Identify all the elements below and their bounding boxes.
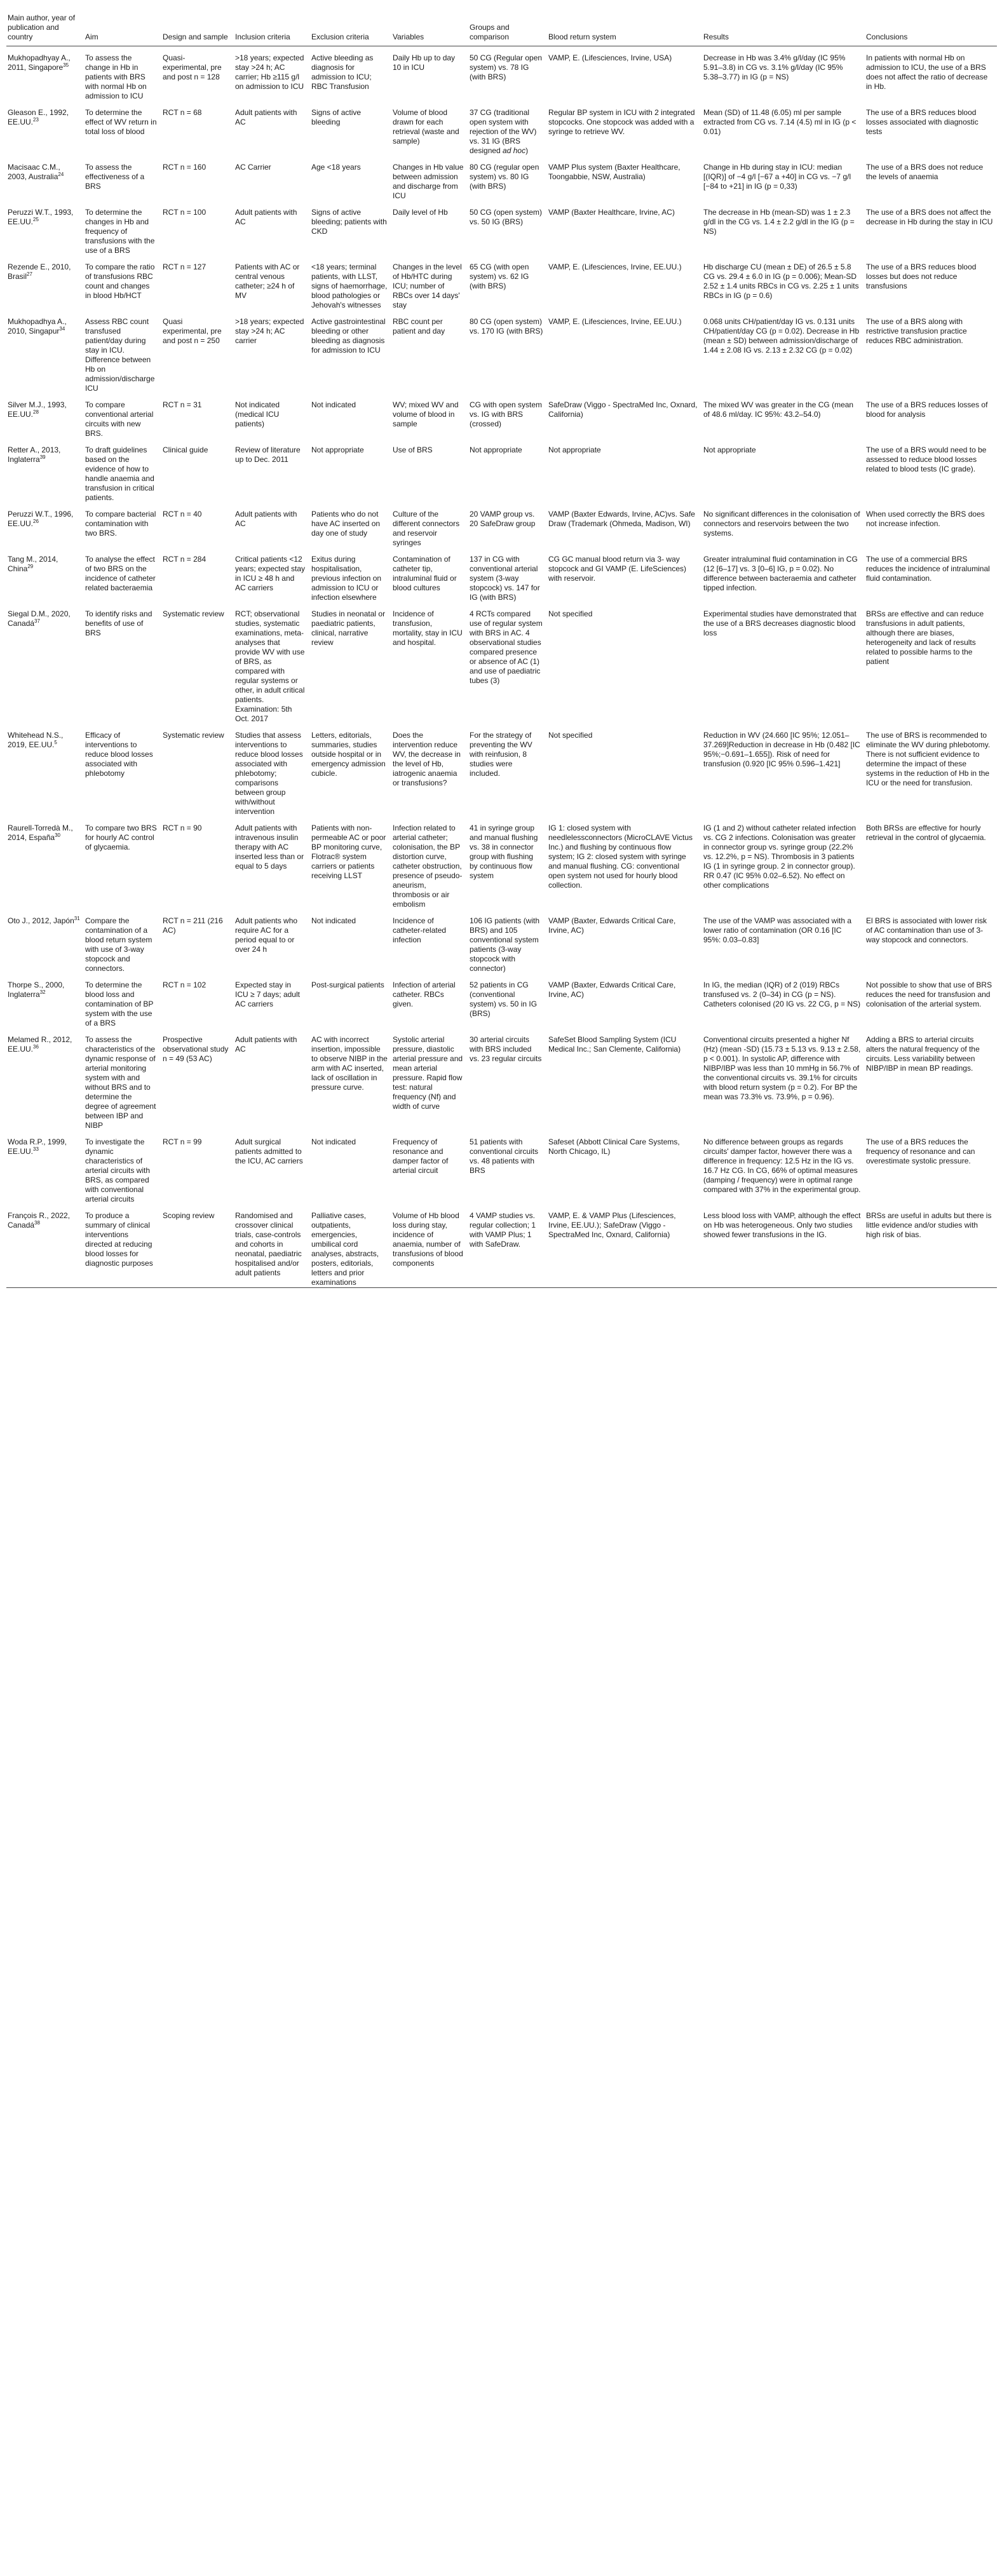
cell-inclusion: Adult patients with intravenous insulin therapy with AC inserted less than or equal to 5 days bbox=[235, 824, 304, 871]
table-row bbox=[6, 46, 997, 102]
cell-conclusions: The use of a commercial BRS reduces the incidence of intraluminal fluid contamination. bbox=[866, 555, 990, 583]
cell-author bbox=[6, 101, 84, 156]
cell-variables: Volume of blood drawn for each retrieval (waste and sample) bbox=[393, 108, 459, 146]
cell-conclusions: The use of a BRS reduces the frequency of resonance and can overestimate systolic pressure. bbox=[866, 1137, 975, 1165]
cell-exclusion: Active bleeding as diagnosis for admission to ICU; RBC Transfusion bbox=[311, 53, 374, 91]
cell-design: Systematic review bbox=[163, 609, 224, 618]
cell-exclusion: Exitus during hospitalisation, previous infection on admission to ICU or infection elsewhere bbox=[311, 555, 382, 602]
cell-system: VAMP, E. (Lifesciences, Irvine, USA) bbox=[548, 53, 672, 62]
cell-groups: 52 patients in CG (conventional system) vs. 50 in IG (BRS) bbox=[470, 980, 538, 1018]
cell-system: SafeDraw (Viggo - SpectraMed Inc, Oxnard, California) bbox=[548, 400, 698, 419]
cell-conclusions: BRSs are effective and can reduce transfusions in adult patients, although there are biases, heterogeneity and lack of results related to possible harms to the patient bbox=[866, 609, 984, 666]
table-row bbox=[6, 156, 997, 201]
cell-exclusion: Not indicated bbox=[311, 1137, 356, 1146]
cell-design: RCT n = 284 bbox=[163, 555, 206, 564]
cell-aim: Assess RBC count transfused patient/day during stay in ICU. Difference between Hb on admission/discharge ICU bbox=[85, 317, 155, 393]
header-aim: Aim bbox=[84, 4, 161, 46]
cell-results: Less blood loss with VAMP, although the effect on Hb was heterogeneous. Only two studies showed fewer transfusions in the IG. bbox=[703, 1211, 861, 1239]
reference-number: 33 bbox=[33, 1146, 39, 1152]
cell-groups: 137 in CG with conventional arterial system (3-way stopcock) vs. 147 for IG (with BRS) bbox=[470, 555, 540, 602]
cell-results: 0.068 units CH/patient/day IG vs. 0.131 units CH/patient/day CG (p = 0.02). Decrease in Hb (mean ± SD) between admission/discharge of 1.44 ± 2.08 IG vs. 2.13 ± 2.32 CG (p = 0.02) bbox=[703, 317, 860, 355]
cell-variables: Use of BRS bbox=[393, 445, 433, 454]
table-row bbox=[6, 255, 997, 310]
cell-groups: 80 CG (open system) vs. 170 IG (with BRS) bbox=[470, 317, 543, 336]
cell-conclusions: When used correctly the BRS does not increase infection. bbox=[866, 510, 985, 528]
cell-inclusion: Not indicated (medical ICU patients) bbox=[235, 400, 280, 428]
cell-results: Greater intraluminal fluid contamination in CG (12 [6–17] vs. 3 [0–6] IG, p = 0.02). No difference between bacteraemia and catheter tipped infection. bbox=[703, 555, 858, 592]
cell-aim: To identify risks and benefits of use of BRS bbox=[85, 609, 152, 637]
cell-inclusion: >18 years; expected stay >24 h; AC carrier; Hb ≥115 g/l on admission to ICU bbox=[235, 53, 304, 91]
cell-results: Experimental studies have demonstrated that the use of a BRS decreases diagnostic blood loss bbox=[703, 609, 856, 637]
cell-groups: CG with open system vs. IG with BRS (crossed) bbox=[470, 400, 543, 428]
cell-variables: Daily level of Hb bbox=[393, 208, 448, 217]
cell-exclusion: Palliative cases, outpatients, emergencies, umbilical cord analyses, abstracts, posters, editorials, letters and prior examinations bbox=[311, 1211, 379, 1287]
cell-author bbox=[6, 255, 84, 310]
header-design: Design and sample bbox=[161, 4, 234, 46]
table-row bbox=[6, 1204, 997, 1287]
italic-term: ad hoc bbox=[503, 146, 526, 155]
cell-variables: Culture of the different connectors and reservoir syringes bbox=[393, 510, 460, 547]
header-groups: Groups and comparison bbox=[468, 4, 547, 46]
cell-groups: 37 CG (traditional open system with rejection of the WV) vs. 31 IG (BRS designed ad hoc) bbox=[470, 108, 537, 155]
table-row bbox=[6, 909, 997, 973]
table-row bbox=[6, 438, 997, 503]
author-text: Rezende E., 2010, Brasil bbox=[8, 262, 71, 281]
cell-results: Decrease in Hb was 3.4% g/l/day (IC 95% 5.91–3.8) in CG vs. 3.1% g/l/day (IC 95% 5.38–3.77) in IG (p = NS) bbox=[703, 53, 846, 81]
cell-author bbox=[6, 201, 84, 255]
cell-design: RCT n = 90 bbox=[163, 824, 202, 832]
author-text: Oto J., 2012, Japón bbox=[8, 916, 74, 925]
cell-design: Scoping review bbox=[163, 1211, 215, 1220]
cell-aim: Efficacy of interventions to reduce blood losses associated with phlebotomy bbox=[85, 731, 153, 778]
cell-system: Regular BP system in ICU with 2 integrated stopcocks. One stopcock was added with a syringe to retrieve WV. bbox=[548, 108, 695, 136]
cell-aim: To draft guidelines based on the evidence of how to handle anaemia and transfusion in critical patients. bbox=[85, 445, 154, 502]
cell-conclusions: The use of a BRS does not reduce the levels of anaemia bbox=[866, 163, 984, 181]
author-text: Mukhopadhya A., 2010, Singapur bbox=[8, 317, 67, 336]
cell-variables: Infection related to arterial catheter; colonisation, the BP distortion curve, catheter obstruction, presence of pseudo-aneurism, thrombosis or air embolism bbox=[393, 824, 463, 909]
cell-system: VAMP Plus system (Baxter Healthcare, Toongabbie, NSW, Australia) bbox=[548, 163, 680, 181]
cell-conclusions: The use of BRS is recommended to eliminate the WV during phlebotomy. There is not sufficient evidence to determine the impact of these systems in the reduction of Hb in the ICU or the need for transfusion. bbox=[866, 731, 991, 787]
header-conclusions: Conclusions bbox=[865, 4, 997, 46]
cell-author bbox=[6, 548, 84, 602]
cell-exclusion: Studies in neonatal or paediatric patients, clinical, narrative review bbox=[311, 609, 386, 647]
cell-results: No significant differences in the colonisation of connectors and reservoirs between the two systems. bbox=[703, 510, 860, 538]
cell-system: VAMP (Baxter, Edwards Critical Care, Irvine, AC) bbox=[548, 916, 676, 935]
cell-results: Change in Hb during stay in ICU: median [(IQR)] of −4 g/l [−67 a +40] in CG vs. −7 g/l [−84 to +21] in IG (p = 0,33) bbox=[703, 163, 851, 191]
cell-design: RCT n = 211 (216 AC) bbox=[163, 916, 223, 935]
table-row bbox=[6, 503, 997, 548]
cell-author bbox=[6, 438, 84, 503]
author-text: Raurell-Torredà M., 2014, España bbox=[8, 824, 73, 842]
cell-groups: 50 CG (open system) vs. 50 IG (BRS) bbox=[470, 208, 543, 226]
header-row bbox=[6, 4, 997, 46]
cell-system: VAMP, E. & VAMP Plus (Lifesciences, Irvine, EE.UU.); SafeDraw (Viggo - SpectraMed Inc, Oxnard, California) bbox=[548, 1211, 676, 1239]
cell-exclusion: Patients with non-permeable AC or poor BP monitoring curve, Flotrac® system carriers or patients receiving LLST bbox=[311, 824, 386, 880]
header-inclusion: Inclusion criteria bbox=[234, 4, 310, 46]
cell-author bbox=[6, 909, 84, 973]
cell-design: Quasi experimental, pre and post n = 250 bbox=[163, 317, 222, 345]
cell-design: RCT n = 68 bbox=[163, 108, 202, 117]
cell-groups: 106 IG patients (with BRS) and 105 conventional system patients (3-way stopcock with connector) bbox=[470, 916, 540, 973]
cell-inclusion: Critical patients <12 years; expected stay in ICU ≥ 48 h and AC carriers bbox=[235, 555, 306, 592]
cell-inclusion: >18 years; expected stay >24 h; AC carrier bbox=[235, 317, 304, 345]
cell-exclusion: AC with incorrect insertion, impossible to observe NIBP in the arm with AC inserted, lack of oscillation in pressure curve. bbox=[311, 1035, 388, 1092]
cell-author bbox=[6, 602, 84, 724]
reference-number: 32 bbox=[39, 989, 46, 995]
reference-number: 25 bbox=[33, 217, 39, 222]
reference-number: 38 bbox=[34, 1220, 40, 1226]
cell-inclusion: Review of literature up to Dec. 2011 bbox=[235, 445, 301, 464]
table-row bbox=[6, 973, 997, 1028]
cell-variables: Frequency of resonance and damper factor of arterial circuit bbox=[393, 1137, 449, 1175]
header-system: Blood return system bbox=[547, 4, 702, 46]
cell-exclusion: Active gastrointestinal bleeding or other bleeding as diagnosis for admission to ICU bbox=[311, 317, 386, 355]
cell-groups: 30 arterial circuits with BRS included vs. 23 regular circuits bbox=[470, 1035, 542, 1063]
cell-author bbox=[6, 973, 84, 1028]
reference-number: 36 bbox=[33, 1044, 39, 1050]
cell-groups: 50 CG (Regular open system) vs. 78 IG (with BRS) bbox=[470, 53, 543, 81]
reference-number: 34 bbox=[59, 326, 65, 332]
cell-system: Not specified bbox=[548, 609, 593, 618]
table-row bbox=[6, 724, 997, 817]
cell-author bbox=[6, 1130, 84, 1204]
cell-system: Not specified bbox=[548, 731, 593, 740]
cell-variables: Daily Hb up to day 10 in ICU bbox=[393, 53, 456, 72]
cell-aim: To determine the blood loss and contamination of BP system with the use of a BRS bbox=[85, 980, 154, 1027]
author-text: Whitehead N.S., 2019, EE.UU. bbox=[8, 731, 64, 749]
cell-aim: To investigate the dynamic characteristics of arterial circuits with BRS, as compared with conventional arterial circuits bbox=[85, 1137, 151, 1203]
cell-results: Not appropriate bbox=[703, 445, 756, 454]
cell-design: RCT n = 127 bbox=[163, 262, 206, 271]
cell-system: VAMP, E. (Lifesciences, Irvine, EE.UU.) bbox=[548, 262, 682, 271]
cell-exclusion: Not appropriate bbox=[311, 445, 364, 454]
cell-aim: To compare two BRS for hourly AC control of glycaemia. bbox=[85, 824, 157, 851]
author-text: Silver M.J., 1993, EE.UU. bbox=[8, 400, 67, 419]
author-text: Peruzzi W.T., 1993, EE.UU. bbox=[8, 208, 74, 226]
cell-design: Clinical guide bbox=[163, 445, 208, 454]
cell-groups: 65 CG (with open system) vs. 62 IG (with BRS) bbox=[470, 262, 529, 290]
cell-groups: 20 VAMP group vs. 20 SafeDraw group bbox=[470, 510, 536, 528]
author-text: Retter A., 2013, Inglaterra bbox=[8, 445, 61, 464]
cell-groups: 51 patients with conventional circuits vs. 48 patients with BRS bbox=[470, 1137, 539, 1175]
cell-aim: To determine the changes in Hb and frequency of transfusions with the use of a BRS bbox=[85, 208, 155, 255]
cell-inclusion: Adult patients with AC bbox=[235, 208, 297, 226]
cell-variables: Volume of Hb blood loss during stay, incidence of anaemia, number of transfusions of blood components bbox=[393, 1211, 463, 1268]
cell-author bbox=[6, 393, 84, 438]
cell-design: RCT n = 100 bbox=[163, 208, 206, 217]
cell-results: Reduction in WV (24.660 [IC 95%; 12.051–37.269]Reduction in decrease in Hb (0.482 [IC 95%;−0.691–1.655]). Risk of need for transfusion (0.920 [IC 95% 0.596–1.421] bbox=[703, 731, 860, 768]
cell-exclusion: <18 years; terminal patients, with LLST, signs of haemorrhage, blood pathologies or Jehovah's witnesses bbox=[311, 262, 388, 309]
cell-exclusion: Post-surgical patients bbox=[311, 980, 384, 989]
cell-results: The decrease in Hb (mean-SD) was 1 ± 2.3 g/dl in the CG vs. 1.4 ± 2.2 g/dl in the IG (p = NS) bbox=[703, 208, 855, 236]
cell-author bbox=[6, 1028, 84, 1130]
cell-conclusions: The use of a BRS along with restrictive transfusion practice reduces RBC administration. bbox=[866, 317, 967, 345]
author-text: Macisaac C.M., 2003, Australia bbox=[8, 163, 60, 181]
cell-conclusions: The use of a BRS would need to be assessed to reduce blood losses related to blood tests (IC grade). bbox=[866, 445, 987, 473]
cell-conclusions: Both BRSs are effective for hourly retrieval in the control of glycaemia. bbox=[866, 824, 986, 842]
cell-groups: For the strategy of preventing the WV with reinfusion, 8 studies were included. bbox=[470, 731, 532, 778]
cell-system: CG GC manual blood return via 3- way stopcock and GI VAMP (E. LifeSciences) with reservoir. bbox=[548, 555, 686, 583]
author-text: Woda R.P., 1999, EE.UU. bbox=[8, 1137, 67, 1156]
cell-author bbox=[6, 503, 84, 548]
header-author: Main author, year of publication and country bbox=[6, 4, 84, 46]
reference-number: 37 bbox=[34, 618, 40, 624]
cell-conclusions: El BRS is associated with lower risk of AC contamination than use of 3-way stopcock and connectors. bbox=[866, 916, 987, 944]
reference-number: 27 bbox=[27, 271, 32, 277]
cell-design: Systematic review bbox=[163, 731, 224, 740]
cell-variables: Changes in Hb value between admission and discharge from ICU bbox=[393, 163, 464, 200]
cell-exclusion: Letters, editorials, summaries, studies outside hospital or in emergency admission cubicle. bbox=[311, 731, 386, 778]
cell-conclusions: The use of a BRS reduces losses of blood for analysis bbox=[866, 400, 988, 419]
cell-groups: 41 in syringe group and manual flushing vs. 38 in connector group with flushing by continuous flow system bbox=[470, 824, 538, 880]
cell-design: RCT n = 31 bbox=[163, 400, 202, 409]
cell-author bbox=[6, 724, 84, 817]
table-row bbox=[6, 1028, 997, 1130]
reference-number: 26 bbox=[33, 519, 39, 524]
reference-number: 24 bbox=[58, 172, 64, 177]
header-variables: Variables bbox=[391, 4, 468, 46]
cell-design: RCT n = 40 bbox=[163, 510, 202, 519]
cell-author bbox=[6, 156, 84, 201]
cell-variables: RBC count per patient and day bbox=[393, 317, 445, 336]
studies-table bbox=[6, 4, 997, 1287]
author-text: Thorpe S., 2000, Inglaterra bbox=[8, 980, 65, 999]
cell-exclusion: Signs of active bleeding bbox=[311, 108, 362, 126]
cell-variables: Systolic arterial pressure, diastolic arterial pressure and mean arterial pressure. Rapid flow test: natural frequency (Nf) and width of curve bbox=[393, 1035, 463, 1111]
cell-author bbox=[6, 817, 84, 909]
cell-inclusion: Adult patients with AC bbox=[235, 108, 297, 126]
author-text: Siegal D.M., 2020, Canadá bbox=[8, 609, 71, 628]
cell-results: Hb discharge CU (mean ± DE) of 26.5 ± 5.8 CG vs. 29.4 ± 6.0 in IG (p = 0.006); Mean-SD 2.52 ± 1.4 units RBCs in CG vs. 2.25 ± 1 units RBCs in IG (p = 0.6) bbox=[703, 262, 859, 300]
cell-conclusions: The use of a BRS reduces blood losses associated with diagnostic tests bbox=[866, 108, 978, 136]
cell-author bbox=[6, 1204, 84, 1287]
cell-system: Safeset (Abbott Clinical Care Systems, North Chicago, IL) bbox=[548, 1137, 680, 1156]
reference-number: 5 bbox=[54, 740, 57, 745]
cell-design: RCT n = 160 bbox=[163, 163, 206, 172]
cell-aim: To compare conventional arterial circuits with new BRS. bbox=[85, 400, 154, 438]
author-text: Peruzzi W.T., 1996, EE.UU. bbox=[8, 510, 74, 528]
cell-aim: To assess the change in Hb in patients with BRS with normal Hb on admission to ICU bbox=[85, 53, 147, 100]
cell-groups: 4 VAMP studies vs. regular collection; 1 with VAMP Plus; 1 with SafeDraw. bbox=[470, 1211, 536, 1249]
cell-conclusions: Adding a BRS to arterial circuits alters the natural frequency of the circuits. Less variability between NIBP/IBP in mean BP readings. bbox=[866, 1035, 980, 1073]
author-text: Gleason E., 1992, EE.UU. bbox=[8, 108, 69, 126]
table-row bbox=[6, 101, 997, 156]
cell-exclusion: Not indicated bbox=[311, 916, 356, 925]
cell-inclusion: Adult patients with AC bbox=[235, 510, 297, 528]
cell-author bbox=[6, 310, 84, 393]
cell-variables: Contamination of catheter tip, intraluminal fluid or blood cultures bbox=[393, 555, 457, 592]
cell-aim: To produce a summary of clinical interventions directed at reducing blood losses for diagnostic purposes bbox=[85, 1211, 153, 1268]
cell-variables: Changes in the level of Hb/HTC during ICU; number of RBCs over 14 days' stay bbox=[393, 262, 462, 309]
cell-aim: To analyse the effect of two BRS on the incidence of catheter related bacteraemia bbox=[85, 555, 156, 592]
cell-system: IG 1: closed system with needlelessconnectors (MicroCLAVE Victus Inc.) and flushing by continuous flow system; IG 2: closed system with syringe and manual flushing. CG: conventional open system not used for hourly blood collection. bbox=[548, 824, 693, 890]
cell-aim: To compare the ratio of transfusions RBC count and changes in blood Hb/HCT bbox=[85, 262, 155, 300]
cell-exclusion: Signs of active bleeding; patients with CKD bbox=[311, 208, 387, 236]
cell-exclusion: Not indicated bbox=[311, 400, 356, 409]
cell-inclusion: Adult surgical patients admitted to the ICU, AC carriers bbox=[235, 1137, 303, 1165]
table-row bbox=[6, 548, 997, 602]
reference-number: 29 bbox=[27, 564, 34, 569]
reference-number: 39 bbox=[39, 454, 46, 460]
header-results: Results bbox=[702, 4, 865, 46]
cell-design: RCT n = 99 bbox=[163, 1137, 202, 1146]
cell-conclusions: The use of a BRS reduces blood losses but does not reduce transfusions bbox=[866, 262, 977, 290]
cell-results: The mixed WV was greater in the CG (mean of 48.6 ml/day. IC 95%: 43.2–54.0) bbox=[703, 400, 854, 419]
cell-inclusion: RCT; observational studies, systematic examinations, meta-analyses that provide WV with use of BRS, as compared with regular systems or other, in adult critical patients. Examination: 5th Oct. 2017 bbox=[235, 609, 305, 723]
cell-design: Quasi-experimental, pre and post n = 128 bbox=[163, 53, 222, 81]
table-row bbox=[6, 201, 997, 255]
cell-groups: 4 RCTs compared use of regular system with BRS in AC. 4 observational studies compared presence or absence of AC (1) and use of paediatric tubes (3) bbox=[470, 609, 543, 685]
cell-system: VAMP (Baxter Edwards, Irvine, AC)vs. Safe Draw (Trademark (Ohmeda, Madison, WI) bbox=[548, 510, 695, 528]
author-text: François R., 2022, Canadá bbox=[8, 1211, 71, 1230]
cell-inclusion: Studies that assess interventions to reduce blood losses associated with phlebotomy; comparisons between group with/without intervention bbox=[235, 731, 303, 816]
table-row bbox=[6, 602, 997, 724]
cell-variables: Incidence of catheter-related infection bbox=[393, 916, 447, 944]
table-row bbox=[6, 393, 997, 438]
reference-number: 35 bbox=[63, 62, 69, 68]
cell-results: No difference between groups as regards circuits' damper factor, however there was a difference in frequency: 12.5 Hz in the IG vs. 16.7 Hz CG. In CG, 66% of optimal measures (damping / frequency) were in optimal range compared with 37% in the experimental group. bbox=[703, 1137, 861, 1194]
author-text: Mukhopadhyay A., 2011, Singapore bbox=[8, 53, 71, 72]
cell-inclusion: Expected stay in ICU ≥ 7 days; adult AC carriers bbox=[235, 980, 300, 1008]
table-row bbox=[6, 817, 997, 909]
cell-aim: To compare bacterial contamination with two BRS. bbox=[85, 510, 156, 538]
reference-number: 28 bbox=[33, 409, 39, 415]
author-text: Melamed R., 2012, EE.UU. bbox=[8, 1035, 72, 1054]
table-body bbox=[6, 46, 997, 1288]
cell-system: SafeSet Blood Sampling System (ICU Medical Inc.; San Clemente, California) bbox=[548, 1035, 681, 1054]
cell-results: IG (1 and 2) without catheter related infection vs. CG 2 infections. Colonisation was greater in connector group vs. syringe group (22.2% vs. 12.2%, p = NS). Thrombosis in 3 patients IG (1 in syringe group. 2 in connector group). RR 0.47 (IC 95% 0.02–6.52). No effect on other complications bbox=[703, 824, 856, 890]
cell-aim: To assess the effectiveness of a BRS bbox=[85, 163, 145, 191]
table-row bbox=[6, 310, 997, 393]
cell-design: Prospective observational study n = 49 (53 AC) bbox=[163, 1035, 229, 1063]
reference-number: 31 bbox=[74, 916, 80, 921]
cell-aim: To assess the characteristics of the dynamic response of arterial monitoring system with and without BRS and to determine the degree of agreement between IBP and NIBP bbox=[85, 1035, 156, 1130]
cell-exclusion: Age <18 years bbox=[311, 163, 361, 172]
cell-results: The use of the VAMP was associated with a lower ratio of contamination (OR 0.16 [IC 95%: 0.03–0.83] bbox=[703, 916, 852, 944]
cell-conclusions: In patients with normal Hb on admission to ICU, the use of a BRS does not affect the ratio of decrease in Hb. bbox=[866, 53, 988, 91]
cell-variables: Does the intervention reduce WV, the decrease in the level of Hb, iatrogenic anaemia or transfusions? bbox=[393, 731, 461, 787]
cell-results: In IG, the median (IQR) of 2 (019) RBCs transfused vs. 2 (0–34) in CG (p = NS). Catheters colonised (20 IG vs. 22 CG, p = NS) bbox=[703, 980, 861, 1008]
cell-groups: Not appropriate bbox=[470, 445, 522, 454]
cell-design: RCT n = 102 bbox=[163, 980, 206, 989]
cell-aim: To determine the effect of WV return in total loss of blood bbox=[85, 108, 157, 136]
cell-conclusions: BRSs are useful in adults but there is little evidence and/or studies with high risk of bias. bbox=[866, 1211, 992, 1239]
cell-exclusion: Patients who do not have AC inserted on day one of study bbox=[311, 510, 381, 538]
cell-inclusion: Patients with AC or central venous catheter; ≥24 h of MV bbox=[235, 262, 300, 300]
cell-author bbox=[6, 46, 84, 102]
author-text: Tang M., 2014, China bbox=[8, 555, 58, 573]
table-bottom-rule bbox=[6, 1287, 997, 1288]
cell-inclusion: Adult patients who require AC for a period equal to or over 24 h bbox=[235, 916, 298, 954]
cell-results: Conventional circuits presented a higher Nf (Hz) (mean -SD) (15.73 ± 5.13 vs. 9.13 ± 2.58, p < 0.001). In systolic AP, difference with NIBP/IBP was less than 10 mmHg in 56.7% of the conventional circuits vs. 39.1% for circuits with blood return system (p = 0.2). For BP the mean was 73.3% vs. 73.9%, p = 0.96). bbox=[703, 1035, 861, 1101]
cell-variables: Infection of arterial catheter. RBCs given. bbox=[393, 980, 456, 1008]
header-exclusion: Exclusion criteria bbox=[310, 4, 391, 46]
cell-system: VAMP (Baxter, Edwards Critical Care, Irvine, AC) bbox=[548, 980, 676, 999]
table-row bbox=[6, 1130, 997, 1204]
cell-inclusion: Randomised and crossover clinical trials, case-controls and cohorts in neonatal, paediatric hospitalised and/or adult patients bbox=[235, 1211, 302, 1277]
cell-results: Mean (SD) of 11.48 (6.05) ml per sample extracted from CG vs. 7.14 (4.5) ml in IG (p < 0.01) bbox=[703, 108, 856, 136]
cell-system: VAMP, E. (Lifesciences, Irvine, EE.UU.) bbox=[548, 317, 682, 326]
cell-system: VAMP (Baxter Healthcare, Irvine, AC) bbox=[548, 208, 675, 217]
reference-number: 23 bbox=[33, 117, 39, 123]
cell-inclusion: Adult patients with AC bbox=[235, 1035, 297, 1054]
cell-conclusions: The use of a BRS does not affect the decrease in Hb during the stay in ICU bbox=[866, 208, 993, 226]
cell-aim: Compare the contamination of a blood return system with use of 3-way stopcock and connectors. bbox=[85, 916, 152, 973]
cell-variables: Incidence of transfusion, mortality, stay in ICU and hospital. bbox=[393, 609, 463, 647]
cell-groups: 80 CG (regular open system) vs. 80 IG (with BRS) bbox=[470, 163, 539, 191]
reference-number: 30 bbox=[55, 832, 60, 838]
cell-inclusion: AC Carrier bbox=[235, 163, 271, 172]
cell-system: Not appropriate bbox=[548, 445, 601, 454]
cell-conclusions: Not possible to show that use of BRS reduces the need for transfusion and colonisation of the arterial system. bbox=[866, 980, 992, 1008]
cell-variables: WV; mixed WV and volume of blood in sample bbox=[393, 400, 459, 428]
